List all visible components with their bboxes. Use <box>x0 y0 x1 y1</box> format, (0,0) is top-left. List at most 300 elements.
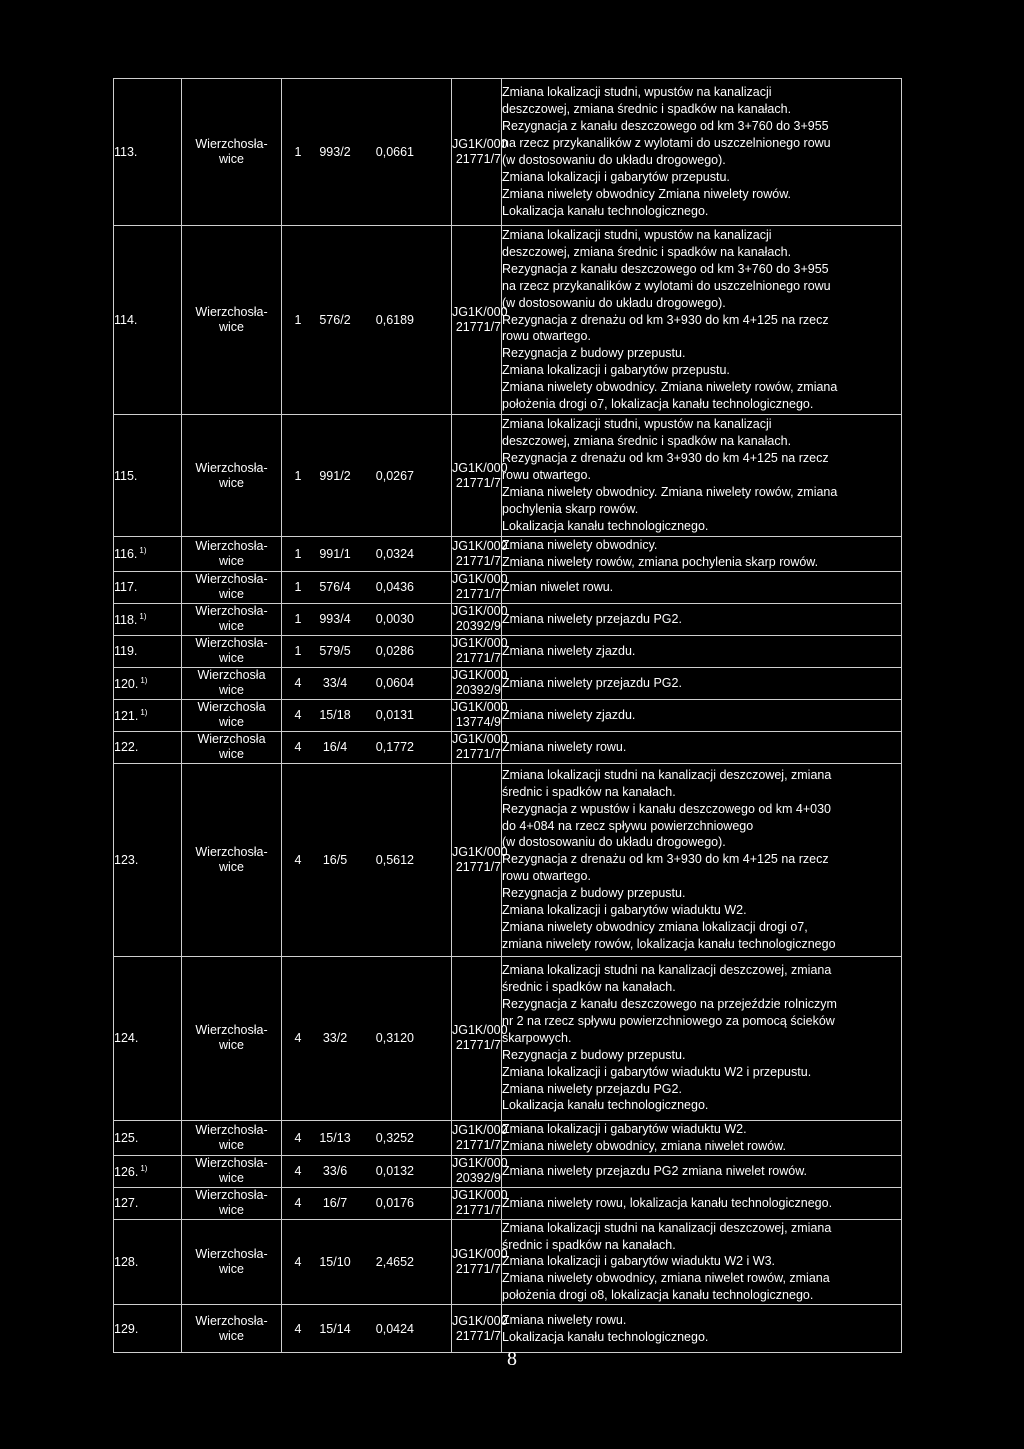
location-line: Wierzchosła <box>197 668 266 683</box>
table-row <box>114 226 902 415</box>
description-line: Lokalizacja kanału technologicznego. <box>502 518 709 533</box>
location-line: wice <box>218 619 244 634</box>
register-unit-line: 20392/9 <box>455 1171 501 1186</box>
parcel-number: 576/2 <box>319 313 351 327</box>
parcel-area: 0,0030 <box>375 612 414 627</box>
register-unit-cell <box>452 79 508 226</box>
description-line: Zmiana niwelety przejazdu PG2. <box>502 611 682 626</box>
description-line: Zmiana lokalizacji studni, wpustów na kanalizacji <box>502 85 772 100</box>
footnote-marker: 1) <box>140 707 148 717</box>
location-line: Wierzchosła- <box>195 137 268 151</box>
change-description-cell <box>502 1219 902 1305</box>
table-row <box>114 1305 902 1353</box>
register-unit-cell <box>452 1155 508 1187</box>
register-unit-cell <box>452 731 508 763</box>
location-cell <box>182 763 282 956</box>
change-description-cell <box>502 415 902 537</box>
table-row <box>114 79 902 226</box>
footnote-marker: 1) <box>139 546 147 556</box>
parcel-area: 2,4652 <box>375 1254 414 1269</box>
location-line: Wierzchosła- <box>195 305 268 319</box>
description-line: Rezygnacja z wpustów i kanału deszczowego od km 4+030 <box>502 801 832 816</box>
parcel-cell <box>282 635 452 667</box>
register-unit-line: 21771/7 <box>455 1328 501 1343</box>
parcel-area: 0,0436 <box>375 580 414 595</box>
row-number-cell <box>114 731 182 763</box>
description-line: Zmiana niwelety rowów, zmiana pochylenia skarp rowów. <box>502 554 819 569</box>
register-unit-cell <box>452 571 508 603</box>
change-description-cell <box>502 731 902 763</box>
row-number: 127. <box>114 1196 139 1211</box>
footnote-marker: 1) <box>140 675 148 685</box>
register-unit-line: 13774/9 <box>455 715 501 730</box>
register-unit-line: 21771/7 <box>455 651 501 666</box>
parcel-number: 993/2 <box>319 145 351 159</box>
row-number: 118. <box>114 612 138 627</box>
location-cell <box>182 731 282 763</box>
location-line: Wierzchosła- <box>195 844 268 859</box>
location-line: wice <box>218 683 244 698</box>
location-line: wice <box>218 859 244 874</box>
register-unit-line: 21771/7 <box>455 1261 501 1276</box>
parcel-cell <box>282 226 452 415</box>
row-number: 124. <box>114 1031 139 1046</box>
parcel-area: 0,0286 <box>375 644 414 659</box>
parcel-cell <box>282 763 452 956</box>
parcel-cell <box>282 731 452 763</box>
description-line: Zmiana niwelety rowu. <box>502 1312 627 1327</box>
description-line: Zmiana niwelety obwodnicy, zmiana niwelet rowów, zmiana <box>502 1271 830 1286</box>
description-line: na rzecz przykanalików z wylotami do uszczelnionego rowu <box>502 136 831 151</box>
parcel-cell <box>282 956 452 1120</box>
parcel-number: 993/4 <box>319 612 351 627</box>
location-cell <box>182 603 282 635</box>
register-unit-cell <box>452 699 508 731</box>
description-line: położenia drogi o7, lokalizacja kanału technologicznego. <box>502 397 814 412</box>
description-line: Lokalizacja kanału technologicznego. <box>502 1329 709 1344</box>
row-number-cell <box>114 1305 182 1353</box>
location-line: Wierzchosła- <box>195 460 268 475</box>
parcel-number: 15/14 <box>319 1321 351 1336</box>
row-number: 113. <box>114 145 138 159</box>
table-row <box>114 571 902 603</box>
sheet-number: 1 <box>294 644 302 659</box>
change-description-cell <box>502 1305 902 1353</box>
location-line: wice <box>218 553 244 568</box>
row-number: 126. <box>114 1164 139 1179</box>
location-cell <box>182 699 282 731</box>
row-number-cell <box>114 603 182 635</box>
parcel-number: 579/5 <box>319 644 351 659</box>
sheet-number: 4 <box>294 1321 302 1336</box>
description-line: Zmiana lokalizacji i gabarytów przepustu. <box>502 169 730 184</box>
row-number-cell <box>114 1219 182 1305</box>
parcel-area: 0,0661 <box>375 145 414 159</box>
description-line: średnic i spadków na kanałach. <box>502 980 676 995</box>
register-unit-cell <box>452 763 508 956</box>
description-line: Zmiana lokalizacji studni na kanalizacji deszczowej, zmiana <box>502 963 832 978</box>
register-unit-line: JG1K/000 <box>452 732 508 747</box>
change-description-cell <box>502 1155 902 1187</box>
location-line: wice <box>218 1203 244 1218</box>
parcel-cell <box>282 1155 452 1187</box>
register-unit-line: JG1K/000 <box>452 700 508 715</box>
sheet-number: 4 <box>294 1164 302 1179</box>
sheet-number: 4 <box>294 852 302 867</box>
change-description-cell <box>502 226 902 415</box>
change-description-cell <box>502 537 902 572</box>
register-unit-cell <box>452 226 508 415</box>
register-unit-line: JG1K/000 <box>452 636 508 651</box>
description-line: pochylenia skarp rowów. <box>502 501 639 516</box>
description-line: Zmiana niwelety zjazdu. <box>502 643 636 658</box>
location-cell <box>182 1187 282 1219</box>
row-number-cell <box>114 667 182 699</box>
row-number: 115. <box>114 468 138 483</box>
location-cell <box>182 667 282 699</box>
table-row <box>114 1219 902 1305</box>
row-number: 125. <box>114 1130 139 1145</box>
sheet-number: 4 <box>294 1031 302 1046</box>
register-unit-cell <box>452 537 508 572</box>
description-line: Rezygnacja z drenażu od km 3+930 do km 4+125 na rzecz <box>502 852 829 867</box>
parcel-cell <box>282 1187 452 1219</box>
description-line: Zmiana niwelety obwodnicy zmiana lokalizacji drogi o7, <box>502 919 808 934</box>
row-number-cell <box>114 763 182 956</box>
register-unit-line: 20392/9 <box>455 683 501 698</box>
sheet-number: 1 <box>294 580 302 595</box>
description-line: Zmiana lokalizacji studni, wpustów na kanalizacji <box>502 417 772 432</box>
description-line: Zmiana lokalizacji i gabarytów wiaduktu W2 i przepustu. <box>502 1064 812 1079</box>
description-line: Zmiana lokalizacji i gabarytów wiaduktu W2 i W3. <box>502 1254 776 1269</box>
table-row <box>114 1155 902 1187</box>
register-unit-line: JG1K/000 <box>452 1023 508 1038</box>
parcel-number: 991/2 <box>319 468 351 483</box>
location-line: wice <box>218 587 244 602</box>
description-line: Rezygnacja z kanału deszczowego od km 3+760 do 3+955 <box>502 119 829 134</box>
description-line: Zmian niwelet rowu. <box>502 579 614 594</box>
sheet-number: 4 <box>294 708 302 723</box>
location-line: wice <box>218 1171 244 1186</box>
row-number-cell <box>114 1155 182 1187</box>
table-row <box>114 699 902 731</box>
description-line: deszczowej, zmiana średnic i spadków na kanałach. <box>502 434 792 449</box>
description-line: (w dostosowaniu do układu drogowego). <box>502 295 726 310</box>
location-line: Wierzchosła- <box>195 604 268 619</box>
register-unit-line: JG1K/000 <box>452 305 508 319</box>
register-unit-line: JG1K/000 <box>452 572 508 587</box>
description-line: Rezygnacja z kanału deszczowego od km 3+760 do 3+955 <box>502 261 829 276</box>
parcel-cell <box>282 667 452 699</box>
parcel-number: 15/13 <box>319 1130 351 1145</box>
table-row <box>114 1187 902 1219</box>
table-row <box>114 537 902 572</box>
location-cell <box>182 1219 282 1305</box>
location-line: Wierzchosła <box>197 732 266 747</box>
description-line: Rezygnacja z budowy przepustu. <box>502 886 686 901</box>
location-line: Wierzchosła- <box>195 538 268 553</box>
row-number: 114. <box>114 313 138 327</box>
table-row <box>114 603 902 635</box>
parcel-cell <box>282 571 452 603</box>
row-number: 117. <box>114 580 138 595</box>
register-unit-line: JG1K/000 <box>452 668 508 683</box>
parcel-cell <box>282 603 452 635</box>
description-line: zmiana niwelety rowów, lokalizacja kanału technologicznego <box>502 936 836 951</box>
row-number-cell <box>114 571 182 603</box>
sheet-number: 4 <box>294 740 302 755</box>
description-line: położenia drogi o8, lokalizacja kanału technologicznego. <box>502 1288 814 1303</box>
row-number: 129. <box>114 1321 139 1336</box>
register-unit-line: 20392/9 <box>455 619 501 634</box>
parcel-cell <box>282 1219 452 1305</box>
parcel-cell <box>282 1120 452 1155</box>
register-unit-line: JG1K/000 <box>452 1122 508 1137</box>
parcel-number: 15/10 <box>319 1254 351 1269</box>
parcel-number: 15/18 <box>319 708 351 723</box>
description-line: na rzecz przykanalików z wylotami do uszczelnionego rowu <box>502 278 831 293</box>
description-line: (w dostosowaniu do układu drogowego). <box>502 835 726 850</box>
register-unit-line: JG1K/000 <box>452 460 508 475</box>
description-line: deszczowej, zmiana średnic i spadków na kanałach. <box>502 244 792 259</box>
location-cell <box>182 226 282 415</box>
description-line: Zmiana niwelety przejazdu PG2. <box>502 1081 682 1096</box>
description-line: Zmiana niwelety przejazdu PG2. <box>502 675 682 690</box>
parcel-area: 0,0324 <box>375 546 414 561</box>
change-description-cell <box>502 603 902 635</box>
register-unit-cell <box>452 1187 508 1219</box>
sheet-number: 1 <box>294 612 302 627</box>
location-line: wice <box>218 651 244 666</box>
parcel-area: 0,6189 <box>375 313 414 327</box>
parcel-cell <box>282 79 452 226</box>
sheet-number: 1 <box>294 468 302 483</box>
sheet-number: 1 <box>294 546 302 561</box>
description-line: Rezygnacja z drenażu od km 3+930 do km 4+125 na rzecz <box>502 312 829 327</box>
description-line: Zmiana niwelety obwodnicy. Zmiana niwelety rowów, zmiana <box>502 484 838 499</box>
location-line: Wierzchosła- <box>195 1023 268 1038</box>
location-line: wice <box>218 1137 244 1152</box>
parcel-number: 33/4 <box>322 676 348 691</box>
parcel-area: 0,3120 <box>375 1031 414 1046</box>
row-number: 122. <box>114 740 139 755</box>
table-row <box>114 956 902 1120</box>
location-line: Wierzchosła- <box>195 572 268 587</box>
description-line: Rezygnacja z drenażu od km 3+930 do km 4+125 na rzecz <box>502 451 829 466</box>
location-line: wice <box>218 475 244 490</box>
description-line: rowu otwartego. <box>502 468 591 483</box>
register-unit-line: 21771/7 <box>455 587 501 602</box>
location-cell <box>182 415 282 537</box>
description-line: Zmiana niwelety obwodnicy. Zmiana niwelety rowów, zmiana <box>502 380 838 395</box>
location-line: wice <box>218 715 244 730</box>
location-cell <box>182 956 282 1120</box>
change-description-cell <box>502 571 902 603</box>
row-number-cell <box>114 956 182 1120</box>
parcel-area: 0,3252 <box>375 1130 414 1145</box>
register-unit-line: JG1K/000 <box>452 1246 508 1261</box>
row-number-cell <box>114 699 182 731</box>
register-unit-line: 21771/7 <box>455 553 501 568</box>
row-number: 121. <box>114 708 139 723</box>
location-line: wice <box>218 152 244 166</box>
register-unit-line: 21771/7 <box>455 475 501 490</box>
change-description-cell <box>502 763 902 956</box>
description-line: Zmiana niwelety zjazdu. <box>502 707 636 722</box>
parcel-number: 16/7 <box>322 1196 348 1211</box>
register-unit-cell <box>452 1219 508 1305</box>
description-line: Zmiana lokalizacji studni na kanalizacji deszczowej, zmiana <box>502 767 832 782</box>
description-line: deszczowej, zmiana średnic i spadków na kanałach. <box>502 102 792 117</box>
location-line: Wierzchosła- <box>195 1246 268 1261</box>
row-number: 128. <box>114 1254 139 1269</box>
register-unit-cell <box>452 667 508 699</box>
row-number: 123. <box>114 852 139 867</box>
parcel-area: 0,0604 <box>375 676 414 691</box>
description-line: Zmiana lokalizacji studni na kanalizacji deszczowej, zmiana <box>502 1220 832 1235</box>
location-cell <box>182 1120 282 1155</box>
parcel-number: 16/4 <box>322 740 348 755</box>
description-line: Rezygnacja z budowy przepustu. <box>502 346 686 361</box>
footnote-marker: 1) <box>140 1163 148 1173</box>
description-line: Zmiana lokalizacji i gabarytów przepustu. <box>502 363 730 378</box>
description-line: skarpowych. <box>502 1030 572 1045</box>
description-line: nr 2 na rzecz spływu powierzchniowego za pomocą ścieków <box>502 1013 835 1028</box>
register-unit-line: JG1K/000 <box>452 1156 508 1171</box>
table-row <box>114 667 902 699</box>
register-unit-line: 21771/7 <box>455 320 501 334</box>
location-line: Wierzchosła- <box>195 1188 268 1203</box>
row-number: 119. <box>114 644 138 659</box>
parcel-area: 0,0424 <box>375 1321 414 1336</box>
register-unit-line: 21771/7 <box>455 747 501 762</box>
parcel-area: 0,0132 <box>375 1164 414 1179</box>
description-line: Lokalizacja kanału technologicznego. <box>502 203 709 218</box>
page-number: 8 <box>507 1348 517 1370</box>
location-line: wice <box>218 1038 244 1053</box>
row-number-cell <box>114 635 182 667</box>
row-number-cell <box>114 79 182 226</box>
location-cell <box>182 537 282 572</box>
table-row <box>114 1120 902 1155</box>
register-unit-cell <box>452 603 508 635</box>
parcel-number: 16/5 <box>322 852 348 867</box>
register-unit-cell <box>452 956 508 1120</box>
parcel-cell <box>282 1305 452 1353</box>
parcel-number: 991/1 <box>319 546 351 561</box>
register-unit-line: 21771/7 <box>455 1137 501 1152</box>
register-unit-cell <box>452 635 508 667</box>
location-line: wice <box>218 747 244 762</box>
sheet-number: 4 <box>294 1254 302 1269</box>
sheet-number: 1 <box>294 145 302 159</box>
register-unit-cell <box>452 1120 508 1155</box>
description-line: Zmiana niwelety rowu, lokalizacja kanału technologicznego. <box>502 1195 833 1210</box>
register-unit-line: JG1K/000 <box>452 137 508 151</box>
sheet-number: 1 <box>294 313 302 327</box>
location-line: wice <box>218 320 244 334</box>
description-line: Zmiana niwelety obwodnicy. <box>502 538 658 552</box>
parcel-area: 0,1772 <box>375 740 414 755</box>
table-row <box>114 415 902 537</box>
change-description-cell <box>502 956 902 1120</box>
parcel-cell <box>282 699 452 731</box>
location-line: Wierzchosła- <box>195 1156 268 1171</box>
description-line: Zmiana niwelety przejazdu PG2 zmiana niwelet rowów. <box>502 1163 807 1178</box>
parcel-area: 0,0267 <box>375 468 414 483</box>
location-line: wice <box>218 1328 244 1343</box>
description-line: do 4+084 na rzecz spływu powierzchniowego <box>502 818 754 833</box>
description-line: rowu otwartego. <box>502 869 591 884</box>
register-unit-line: JG1K/000 <box>452 1188 508 1203</box>
register-unit-line: JG1K/000 <box>452 538 508 553</box>
description-line: Zmiana lokalizacji i gabarytów wiaduktu W2. <box>502 1121 747 1136</box>
register-unit-cell <box>452 415 508 537</box>
location-line: wice <box>218 1261 244 1276</box>
change-description-cell <box>502 699 902 731</box>
row-number-cell <box>114 415 182 537</box>
location-line: Wierzchosła- <box>195 1122 268 1137</box>
description-line: średnic i spadków na kanałach. <box>502 784 676 799</box>
change-description-cell <box>502 1120 902 1155</box>
change-description-cell <box>502 667 902 699</box>
location-cell <box>182 571 282 603</box>
footnote-marker: 1) <box>139 611 147 621</box>
description-line: Zmiana lokalizacji studni, wpustów na kanalizacji <box>502 228 772 243</box>
parcel-area: 0,0131 <box>375 708 414 723</box>
location-cell <box>182 635 282 667</box>
parcel-number: 33/6 <box>322 1164 348 1179</box>
change-description-cell <box>502 635 902 667</box>
row-number: 116. <box>114 547 138 562</box>
change-description-cell <box>502 1187 902 1219</box>
parcel-area: 0,5612 <box>375 852 414 867</box>
description-line: Zmiana niwelety obwodnicy, zmiana niwelet rowów. <box>502 1138 786 1153</box>
location-line: Wierzchosła <box>197 700 266 715</box>
description-line: Lokalizacja kanału technologicznego. <box>502 1098 709 1113</box>
register-unit-line: JG1K/000 <box>452 844 508 859</box>
description-line: Rezygnacja z kanału deszczowego na przejeździe rolniczym <box>502 997 837 1012</box>
location-line: Wierzchosła- <box>195 1313 268 1328</box>
description-line: średnic i spadków na kanałach. <box>502 1237 676 1252</box>
location-cell <box>182 1305 282 1353</box>
parcel-cell <box>282 537 452 572</box>
row-number-cell <box>114 1187 182 1219</box>
table-row <box>114 763 902 956</box>
changes-table-body <box>114 79 902 1353</box>
register-unit-line: 21771/7 <box>455 859 501 874</box>
register-unit-line: JG1K/000 <box>452 1313 508 1328</box>
sheet-number: 4 <box>294 1196 302 1211</box>
description-line: (w dostosowaniu do układu drogowego). <box>502 153 726 167</box>
description-line: Zmiana lokalizacji i gabarytów wiaduktu W2. <box>502 903 747 918</box>
description-line: Zmiana niwelety rowu. <box>502 739 627 754</box>
location-cell <box>182 79 282 226</box>
register-unit-line: JG1K/000 <box>452 604 508 619</box>
row-number-cell <box>114 537 182 572</box>
register-unit-line: 21771/7 <box>455 152 501 166</box>
row-number: 120. <box>114 676 139 691</box>
sheet-number: 4 <box>294 1130 302 1145</box>
parcel-number: 576/4 <box>319 580 351 595</box>
parcel-cell <box>282 415 452 537</box>
changes-table <box>113 78 902 1353</box>
row-number-cell <box>114 1120 182 1155</box>
parcel-area: 0,0176 <box>375 1196 414 1211</box>
sheet-number: 4 <box>294 676 302 691</box>
parcel-number: 33/2 <box>322 1031 348 1046</box>
register-unit-line: 21771/7 <box>455 1038 501 1053</box>
